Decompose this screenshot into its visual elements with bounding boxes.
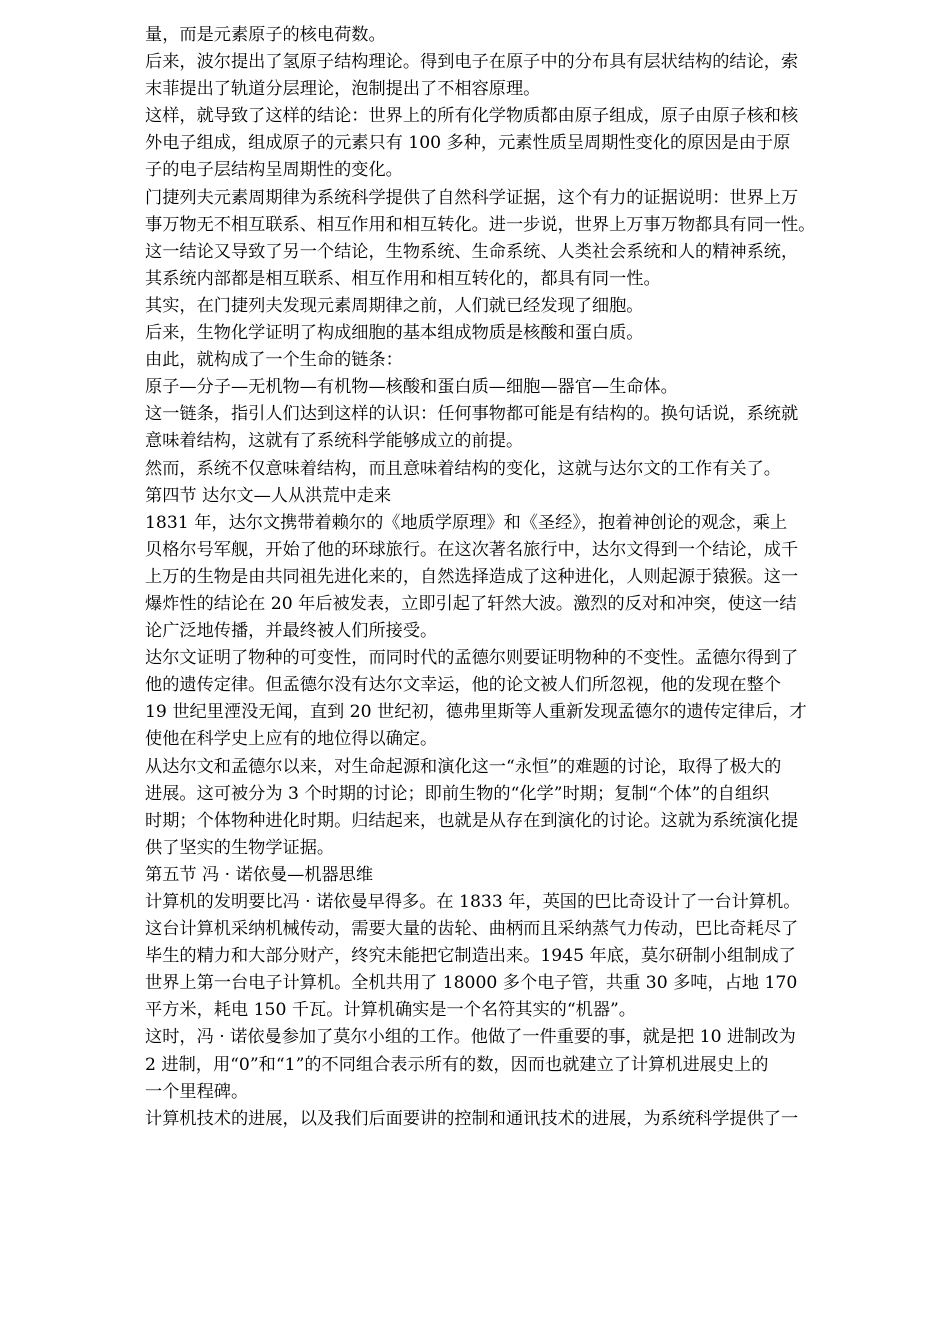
text-line: 计算机技术的进展，以及我们后面要讲的控制和通讯技术的进展，为系统科学提供了一 [145, 1108, 799, 1129]
text-line: 毕生的精力和大部分财产，终究未能把它制造出来。1945 年底，莫尔研制小组制成了 [145, 946, 796, 967]
text-line: 爆炸性的结论在 20 年后被发表，立即引起了轩然大波。激烈的反对和冲突，使这一结 [145, 593, 797, 614]
text-line: 外电子组成，组成原子的元素只有 100 多种，元素性质呈周期性变化的原因是由于原 [145, 133, 791, 154]
text-line: 供了坚实的生物学证据。 [145, 837, 335, 858]
text-line: 末菲提出了轨道分层理论，泡制提出了不相容原理。 [145, 79, 541, 100]
text-line: 这台计算机采纳机械传动，需要大量的齿轮、曲柄而且采纳蒸气力传动，巴比奇耗尽了 [145, 919, 799, 940]
text-line: 这时，冯 · 诺依曼参加了莫尔小组的工作。他做了一件重要的事，就是把 10 进制改为 [145, 1027, 796, 1048]
text-line: 这样，就导致了这样的结论：世界上的所有化学物质都由原子组成，原子由原子核和核 [145, 106, 799, 127]
text-line: 计算机的发明要比冯 · 诺依曼早得多。在 1833 年，英国的巴比奇设计了一台计算机。 [145, 892, 801, 912]
text-line: 原子—分子—无机物—有机物—核酸和蛋白质—细胞—器官—生命体。 [145, 377, 678, 398]
text-line: 2 进制，用“0”和“1”的不同组合表示所有的数，因而也就建立了计算机进展史上的 [145, 1054, 769, 1075]
text-line: 这一结论又导致了另一个结论，生物系统、生命系统、人类社会系统和人的精神系统， [145, 241, 799, 262]
text-line: 上万的生物是由共同祖先进化来的，自然选择造成了这种进化，人则起源于猿猴。这一 [145, 566, 799, 587]
document-page [145, 22, 885, 1133]
text-line: 进展。这可被分为 3 个时期的讨论；即前生物的“化学”时期；复制“个体”的自组织 [145, 783, 770, 804]
text-line: 由此，就构成了一个生命的链条： [145, 350, 403, 371]
text-line: 后来，生物化学证明了构成细胞的基本组成物质是核酸和蛋白质。 [145, 323, 644, 344]
text-line: 他的遗传定律。但孟德尔没有达尔文幸运，他的论文被人们所忽视，他的发现在整个 [145, 675, 781, 696]
text-line: 其实，在门捷列夫发现元素周期律之前，人们就已经发现了细胞。 [145, 295, 644, 316]
text-line: 量，而是元素原子的核电荷数。 [145, 25, 386, 45]
text-line: 意味着结构，这就有了系统科学能够成立的前提。 [145, 431, 524, 452]
text-line: 贝格尔号军舰，开始了他的环球旅行。在这次著名旅行中，达尔文得到一个结论，成千 [145, 539, 799, 560]
text-line: 门捷列夫元素周期律为系统科学提供了自然科学证据，这个有力的证据说明：世界上万 [145, 187, 799, 208]
text-line: 然而，系统不仅意味着结构，而且意味着结构的变化，这就与达尔文的工作有关了。 [145, 458, 781, 479]
text-line: 论广泛地传播，并最终被人们所接受。 [145, 621, 438, 642]
text-line: 使他在科学史上应有的地位得以确定。 [145, 729, 438, 750]
text-line: 19 世纪里湮没无闻，直到 20 世纪初，德弗里斯等人重新发现孟德尔的遗传定律后，才 [145, 702, 807, 723]
text-line: 这一链条，指引人们达到这样的认识：任何事物都可能是有结构的。换句话说，系统就 [145, 404, 799, 425]
text-line: 子的电子层结构呈周期性的变化。 [145, 160, 403, 181]
text-line: 事万物无不相互联系、相互作用和相互转化。进一步说，世界上万事万物都具有同一性。 [145, 214, 816, 235]
text-line: 一个里程碑。 [145, 1081, 249, 1102]
text-line: 1831 年，达尔文携带着赖尔的《地质学原理》和《圣经》，抱着神创论的观念，乘上 [145, 512, 788, 533]
text-line: 后来，波尔提出了氢原子结构理论。得到电子在原子中的分布具有层状结构的结论，索 [145, 52, 799, 73]
text-line: 世界上第一台电子计算机。全机共用了 18000 多个电子管，共重 30 多吨，占地 170 [145, 973, 798, 994]
text-line: 达尔文证明了物种的可变性，而同时代的孟德尔则要证明物种的不变性。孟德尔得到了 [145, 648, 799, 669]
text-line: 平方米，耗电 150 千瓦。计算机确实是一个名符其实的“机器”。 [145, 1000, 636, 1021]
text-line: 从达尔文和孟德尔以来，对生命起源和演化这一“永恒”的难题的讨论，取得了极大的 [145, 756, 782, 777]
text-line: 其系统内部都是相互联系、相互作用和相互转化的，都具有同一性。 [145, 268, 661, 289]
section-heading: 第四节 达尔文—人从洪荒中走来 [145, 485, 392, 506]
text-line: 时期；个体物种进化时期。归结起来，也就是从存在到演化的讨论。这就为系统演化提 [145, 810, 799, 831]
section-heading: 第五节 冯 · 诺依曼—机器思维 [145, 864, 374, 885]
